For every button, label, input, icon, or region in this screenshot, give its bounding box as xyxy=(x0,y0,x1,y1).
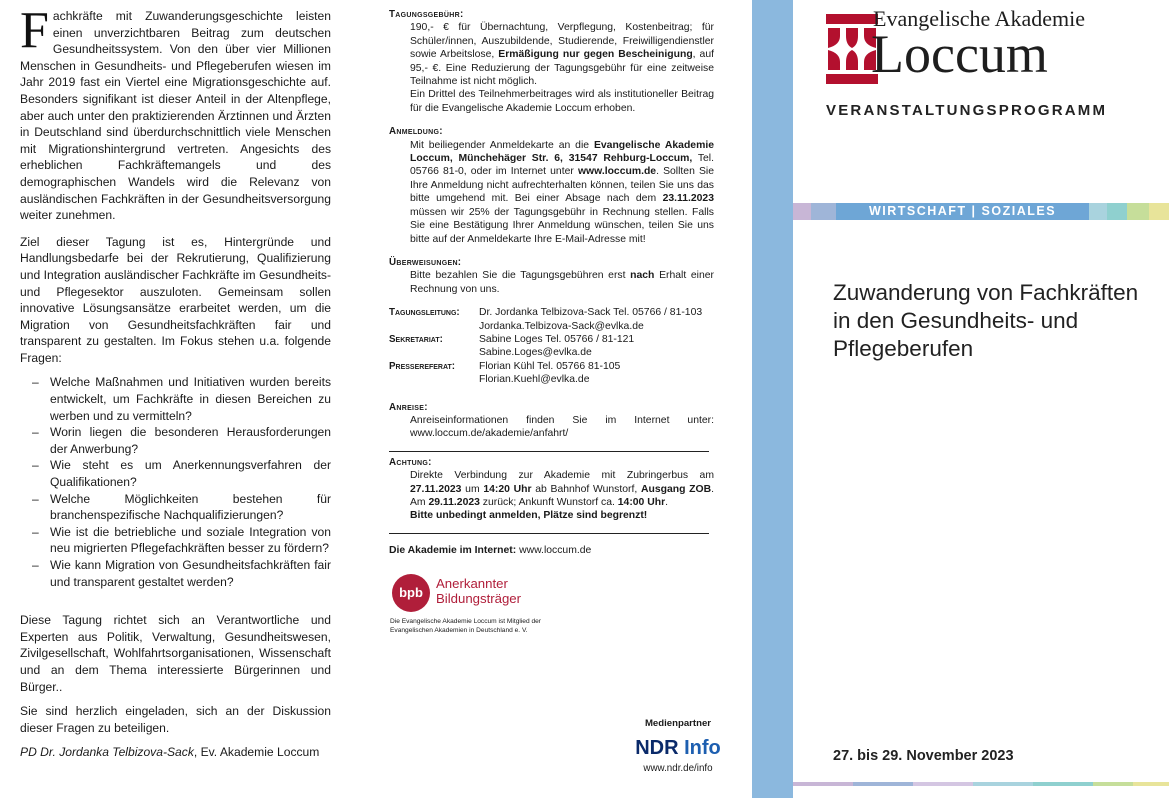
secretariat-heading: Sekretariat: xyxy=(389,333,443,345)
stripe-segment xyxy=(1033,782,1093,786)
email-link[interactable]: Florian.Kuehl@evlka.de xyxy=(479,374,590,386)
stripe-segment xyxy=(793,782,853,786)
arrival-heading: Anreise: xyxy=(389,401,428,413)
signature xyxy=(20,744,331,761)
intro-column xyxy=(20,2,331,769)
attention-section: Achtung: Direkte Verbindung zur Akademie mit Zubringerbus am 27.11.2023 um 14:20 Uhr ab Bahnhof Wunstorf, Ausgang ZOB. Am 29.11.2023 zurück; Ankunft Wunstorf ca. 14:00 Uhr. Bitte unbedingt anmelden, Plätze sind begrenzt! xyxy=(389,456,714,522)
fee-heading: Tagungsgebühr: xyxy=(389,9,464,20)
list-item: – Worin liegen die besonderen Herausforderungen der Anwerbung? xyxy=(20,424,331,457)
stripe-segment xyxy=(1133,782,1169,786)
event-title: Zuwanderung von Fachkräften in den Gesundheits- und Pflegeberufen xyxy=(833,280,1139,361)
stripe-segment xyxy=(793,203,811,220)
list-item: – Welche Maßnahmen und Initiativen wurden bereits entwickelt, um Fachkräfte in diesen Bereichen zu werben und zu vermitteln? xyxy=(20,374,331,424)
transfer-section: Überweisungen: Bitte bezahlen Sie die Tagungsgebühren erst nach Erhalt einer Rechnung von uns. xyxy=(389,256,714,295)
program-label: VERANSTALTUNGSPROGRAMM xyxy=(826,102,1108,119)
contacts-section: Tagungsleitung: Dr. Jordanka Telbizova-Sack Tel. 05766 / 81-103 Jordanka.Telbizova-Sack@evlka.de Sekretariat: Sabine Loges Tel. 05766 / 81-121 Sabine.Loges@evlka.de Pressereferat: Florian Kühl Tel. 05766 81-105 Florian.Kuehl@evlka.de xyxy=(389,306,714,386)
category-label: WIRTSCHAFT | SOZIALES xyxy=(836,203,1089,220)
list-item: – Wie kann Migration von Gesundheitsfachkräften fair und transparent gestaltet werden? xyxy=(20,557,331,590)
brand-title: Loccum xyxy=(871,24,1048,84)
attention-note: Bitte unbedingt anmelden, Plätze sind begrenzt! xyxy=(410,510,648,522)
aim-paragraph: Ziel dieser Tagung ist es, Hintergründe und Handlungsbedarfe bei der Rekrutierung, Qualifizierung und Integration ausländischer Fachkräfte im Gesundheits- und Pflegesektor auszuloten. Gemeinsam sollen innovative Lösungsansätze erarbeitet werden, um die Migration von Gesundheitsfachkräften fair und transparent zu gestalten. Im Fokus stehen u.a. folgende Fragen: xyxy=(20,234,331,365)
email-link[interactable]: Jordanka.Telbizova-Sack@evlka.de xyxy=(479,320,644,332)
press-heading: Pressereferat: xyxy=(389,360,456,372)
stripe-segment xyxy=(1149,203,1169,220)
list-item: – Wie ist die betriebliche und soziale Integration von neu migrierten Pflegefachkräften besser zu fördern? xyxy=(20,524,331,557)
email-link[interactable]: Sabine.Loges@evlka.de xyxy=(479,347,592,359)
stripe-segment xyxy=(853,782,913,786)
signature-org: , Ev. Akademie Loccum xyxy=(193,745,320,760)
attention-heading: Achtung: xyxy=(389,456,432,468)
lead-heading: Tagungsleitung: xyxy=(389,307,460,319)
audience-paragraph: Diese Tagung richtet sich an Verantwortliche und Experten aus Politik, Verwaltung, Gesundheitswesen, Zivilgesellschaft, Wohlfahrtsorganisationen, Wissenschaft und an dem Thema interessierte Bürgerinnen und Bürger.. xyxy=(20,613,331,694)
stripe-segment xyxy=(1127,203,1149,220)
media-partner-label: Medienpartner xyxy=(644,718,712,729)
stripe-segment xyxy=(1093,782,1133,786)
stripe-segment xyxy=(913,782,973,786)
media-partner xyxy=(628,718,728,774)
fee-section: Tagungsgebühr: 190,- € für Übernachtung, Verpflegung, Kostenbeitrag; für Schüler/innen, Auszubildende, Studierende, Freiwilligendienstler sowie Arbeitslose, Ermäßigung nur gegen Bescheinigung, auf 95,- €. Eine Reduzierung der Tagungsgebühr für eine zeitweise Teilnahme ist nicht möglich. Ein Drittel des Teilnehmerbeitrages wird als institutioneller Beitrag für die Evangelische Akademie Loccum erhoben. xyxy=(389,9,714,114)
divider xyxy=(389,533,709,534)
stripe-segment xyxy=(973,782,1033,786)
transfer-heading: Überweisungen: xyxy=(389,256,462,268)
invitation-paragraph: Sie sind herzlich eingeladen, sich an der Diskussion dieser Fragen zu beteiligen. xyxy=(20,704,331,735)
info-column xyxy=(389,8,714,557)
registration-section: Anmeldung: Mit beiliegender Anmeldekarte an die Evangelische Akademie Loccum, Münchehäger Str. 6, 31547 Rehburg-Loccum, Tel. 05766 81-0, oder im Internet unter www.loccum.de. Sollten Sie Ihre Anmeldung nicht aufrechterhalten können, teilen Sie uns das bitte umgehend mit. Bei einer Absage nach dem 23.11.2023 müssen wir 25% der Tagungsgebühr in Rechnung stellen. Falls Sie eine Bestätigung Ihrer Anmeldung wünschen, teilen Sie uns bitte auf der Anmeldekarte Ihre E-Mail-Adresse mit! xyxy=(389,126,714,245)
ndr-info-logo: NDR Info xyxy=(635,737,721,759)
intro-paragraph: Fachkräfte mit Zuwanderungsgeschichte leisten einen unverzichtbaren Beitrag zum deutschen Gesundheitssystem. Von den über vier Millionen Menschen in Gesundheits- und Pflegeberufen wiesen im Jahr 2019 fast ein Viertel eine Migrationsgeschichte auf. Besonders signifikant ist dieser Anteil in der Altenpflege, aber auch unter den praktizierenden Ärztinnen und Ärzten in Deutschland sind überdurchschnittlich viele Menschen mit Migrationshintergrund vertreten. Angesichts des erheblichen Fachkräftemangels und des demographischen Wandels wird die Relevanz von ausländischen Fachkräften in der Gesundheitsversorgung weiter zunehmen. xyxy=(20,2,331,223)
question-list xyxy=(20,374,331,590)
divider xyxy=(389,451,709,452)
list-item: – Welche Möglichkeiten bestehen für branchenspezifische Nachqualifizierungen? xyxy=(20,491,331,524)
stripe-segment xyxy=(811,203,836,220)
stripe-segment xyxy=(1107,203,1127,220)
stripe-segment xyxy=(1089,203,1107,220)
event-date: 27. bis 29. November 2023 xyxy=(833,748,1014,764)
website-line: Die Akademie im Internet: www.loccum.de xyxy=(389,544,592,556)
cover-panel xyxy=(793,0,1169,798)
bpb-logo: bpb xyxy=(392,574,430,612)
brand-subtitle: Evangelische Akademie xyxy=(873,6,1085,31)
website-link[interactable]: www.loccum.de xyxy=(577,166,657,178)
arrival-section: Anreise: Anreiseinformationen finden Sie im Internet unter: www.loccum.de/akademie/anfahrt/ xyxy=(389,401,714,440)
media-url[interactable]: www.ndr.de/info xyxy=(643,763,713,774)
registration-heading: Anmeldung: xyxy=(389,126,443,138)
drop-cap: F xyxy=(20,2,49,59)
list-item: – Wie steht es um Anerkennungsverfahren der Qualifikationen? xyxy=(20,457,331,490)
bottom-color-stripe xyxy=(793,782,1169,786)
signature-name: PD Dr. Jordanka Telbizova-Sack xyxy=(20,745,194,760)
website-link[interactable]: www.loccum.de xyxy=(516,544,592,556)
fold-bar xyxy=(752,0,793,798)
bpb-membership-note: Die Evangelische Akademie Loccum ist Mitglied der Evangelischen Akademien in Deutschland e. V. xyxy=(390,618,541,634)
